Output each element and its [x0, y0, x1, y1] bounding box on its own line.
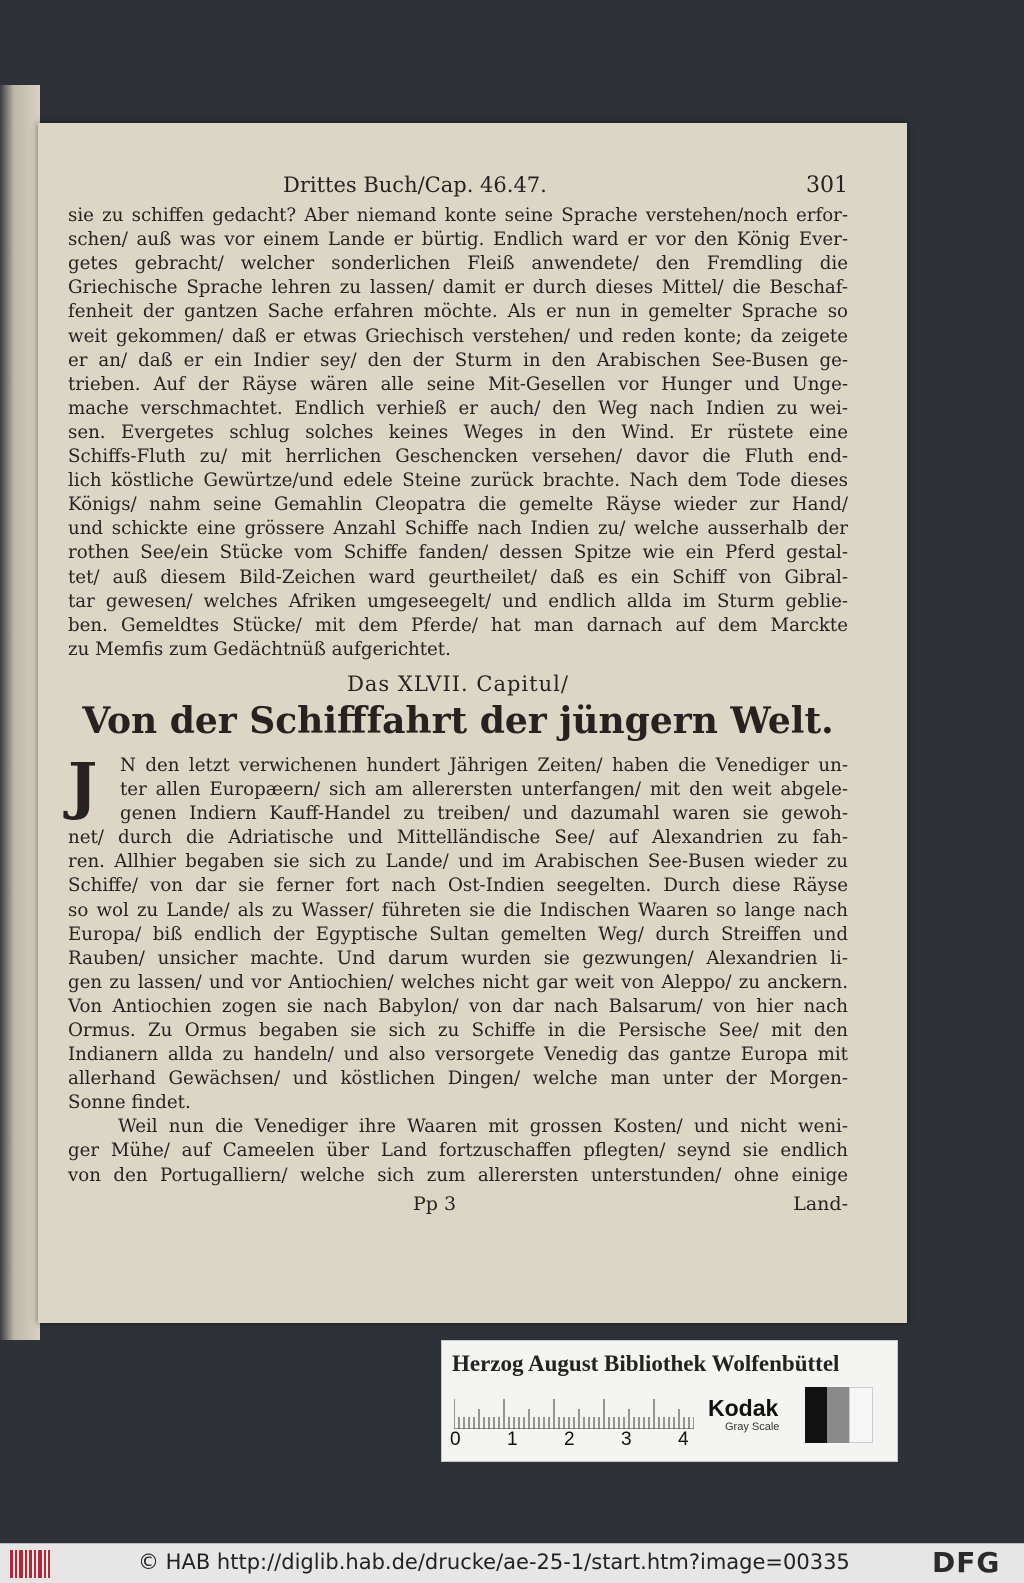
- text-line: N den letzt verwichenen hundert Jährigen Zeiten/ haben die Venediger un-: [120, 754, 848, 776]
- text-line: ger Mühe/ auf Cameelen über Land fortzuschaffen pflegten/ seynd sie endlich: [68, 1140, 848, 1162]
- text-line: sen. Evergetes schlug solches keines Weges in den Wind. Er rüstete eine: [68, 421, 848, 443]
- copyright-link[interactable]: © HAB http://diglib.hab.de/drucke/ae-25-1/start.htm?image=00335: [138, 1550, 850, 1574]
- text-line: ben. Gemeldtes Stücke/ mit dem Pferde/ hat man darnach auf dem Marckte: [68, 614, 848, 636]
- text-line: Schiffs-Fluth zu/ mit herrlichen Geschencken versehen/ davor die Fluth end-: [68, 446, 848, 468]
- text-line: ter allen Europæern/ sich am allerersten unterfangen/ mit den weit abgele-: [120, 779, 848, 801]
- ruler-number: 3: [621, 1429, 632, 1450]
- ruler-numbers: [450, 1429, 690, 1451]
- paragraph-second: [68, 1115, 848, 1187]
- running-head-title: Drittes Buch/Cap. 46.47.: [283, 173, 547, 197]
- text-line: net/ durch die Adriatische und Mittelländische See/ auf Alexandrien zu fah-: [68, 827, 848, 849]
- text-line: Schiffe/ von dar sie ferner fort nach Ost-Indien seegelten. Durch diese Räyse: [68, 875, 848, 897]
- text-line: genen Indiern Kauff-Handel zu treiben/ und dazumahl waren sie gewoh-: [120, 803, 848, 825]
- text-line: mache verschmachtet. Endlich verhieß er auch/ den Weg nach Indien zu wei-: [68, 397, 848, 419]
- ruler-scale: [454, 1391, 694, 1429]
- text-line: Von Antiochien zogen sie nach Babylon/ von dar nach Balsarum/ von hier nach: [68, 995, 848, 1017]
- barcode-icon: [10, 1550, 50, 1578]
- running-head: [68, 173, 848, 198]
- page-text: [68, 173, 848, 1216]
- signature-mark: Pp 3: [413, 1192, 457, 1215]
- ruler-number: 0: [450, 1429, 461, 1450]
- text-line: zu Memfis zum Gedächtnüß aufgerichtet.: [68, 638, 451, 660]
- text-line: von den Portugalliern/ welche sich zum allerersten unterstunden/ ohne einige: [68, 1164, 848, 1186]
- text-line: so wol zu Lande/ als zu Wasser/ führeten sie die Indischen Waaren so lange nach: [68, 899, 848, 921]
- text-line: sie zu schiffen gedacht? Aber niemand konte seine Sprache verstehen/noch erfor-: [68, 205, 848, 227]
- text-line: ren. Allhier begaben sie sich zu Lande/ und im Arabischen See-Busen wieder zu: [68, 851, 848, 873]
- ruler-number: 2: [564, 1429, 575, 1450]
- swatch-white: [849, 1387, 873, 1443]
- kodak-logo: Kodak: [708, 1395, 779, 1421]
- text-line: Königs/ nahm seine Gemahlin Cleopatra die gemelte Räyse wieder zur Hand/: [68, 494, 848, 516]
- text-line: Sonne findet.: [68, 1092, 191, 1114]
- text-line: und schickte eine grössere Anzahl Schiffe nach Indien zu/ welche ausserhalb der: [68, 518, 848, 540]
- catchword: Land-: [793, 1192, 848, 1215]
- text-line: Griechische Sprache lehren zu lassen/ damit er durch dieses Mittel/ die Beschaf-: [68, 277, 848, 299]
- text-line: Ormus. Zu Ormus begaben sie sich zu Schiffe in die Persische See/ mit den: [68, 1020, 848, 1041]
- text-line: er an/ daß er ein Indier sey/ den der Sturm in den Arabischen See-Busen ge-: [68, 349, 848, 371]
- text-line: allerhand Gewächsen/ und köstlichen Dingen/ welche man unter der Morgen-: [68, 1068, 848, 1090]
- grayscale-label: Gray Scale: [725, 1421, 780, 1433]
- text-line: Rauben/ unsicher machte. Und darum wurden sie gezwungen/ Alexandrien li-: [68, 947, 848, 969]
- paragraph-previous-chapter: [68, 204, 848, 662]
- library-name: Herzog August Bibliothek Wolfenbüttel: [452, 1351, 840, 1376]
- dropcap-initial: J: [68, 748, 98, 822]
- page-footer: [68, 1192, 848, 1216]
- paragraph-chapter-opening: [68, 748, 848, 1115]
- swatch-gray: [827, 1387, 849, 1443]
- text-line: Europa/ biß endlich der Egyptische Sultan gemelten Weg/ durch Streiffen und: [68, 923, 848, 945]
- book-page: [38, 123, 907, 1323]
- chapter-title: Von der Schifffahrt der jüngern Welt.: [82, 699, 834, 742]
- dfg-logo: DFG: [932, 1546, 1001, 1579]
- text-line: tar gewesen/ welches Afriken umgeseegelt/ und endlich allda im Sturm geblie-: [68, 590, 848, 612]
- text-line: lich köstliche Gewürtze/und edele Steine zurück brachte. Nach dem Tode dieses: [68, 470, 848, 492]
- gray-swatches: [805, 1387, 873, 1443]
- ruler-number: 1: [507, 1429, 518, 1450]
- text-line: trieben. Auf der Räyse wären alle seine Mit-Gesellen vor Hunger und Unge-: [68, 373, 848, 395]
- text-line: rothen See/ein Stücke vom Schiffe fanden/ dessen Spitze wie ein Pferd gestal-: [68, 542, 848, 564]
- text-line: weit gekommen/ daß er etwas Griechisch verstehen/ und reden konte; da zeigete: [68, 325, 848, 347]
- text-line: schen/ auß was vor einem Lande er bürtig. Endlich ward er vor den König Ever-: [68, 229, 848, 251]
- ruler-number: 4: [678, 1429, 689, 1450]
- text-line: gen zu lassen/ und vor Antiochien/ welches nicht gar weit von Aleppo/ zu anckern.: [68, 971, 848, 993]
- text-line: Indianern allda zu handeln/ und also versorgete Venedig das gantze Europa mit: [68, 1044, 848, 1066]
- text-line: getes gebracht/ welcher sonderlichen Fleiß anwendete/ den Fremdling die: [68, 253, 848, 275]
- swatch-black: [805, 1387, 827, 1443]
- page-number: 301: [806, 173, 848, 198]
- text-line: Weil nun die Venediger ihre Waaren mit grossen Kosten/ und nicht weni-: [118, 1116, 848, 1138]
- text-line: tet/ auß diesem Bild-Zeichen ward geurtheilet/ daß es ein Schiff von Gibral-: [68, 566, 848, 588]
- color-calibration-card: [441, 1340, 898, 1462]
- chapter-label: Das XLVII. Capitul/: [347, 671, 569, 696]
- book-spine-edge: [0, 85, 40, 1340]
- footer-bar: [0, 1543, 1024, 1583]
- text-line: fenheit der gantzen Sache erfahren möchte. Als er nun in gemelter Sprache so: [68, 301, 848, 323]
